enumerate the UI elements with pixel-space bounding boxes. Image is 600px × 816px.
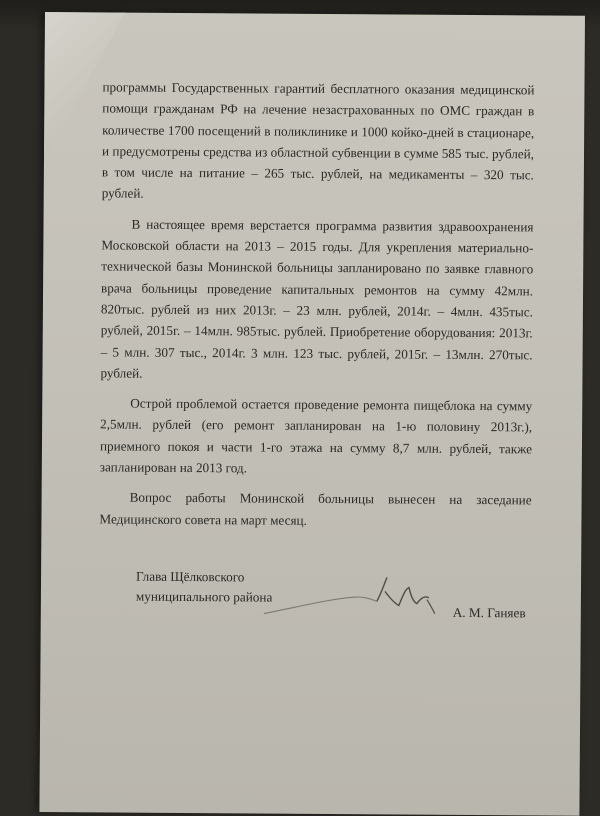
handwritten-signature	[259, 569, 459, 630]
signer-title-line-1: Глава Щёлковского	[136, 568, 245, 585]
paragraph-1: программы Государственных гарантий бесплатного оказания медицинской помощи гражданам РФ на лечение незастрахованных по ОМС граждан в количестве 1700 посещений в поликлинике и 1000 койко-дней в стационаре, и предусмотрены средства из областной субвенции в сумме 585 тыс. рублей, в том числе на питание – 265 тыс. рублей, на медикаменты – 320 тыс. рублей.	[101, 79, 535, 202]
signer-title	[136, 567, 273, 608]
document-page	[39, 12, 585, 816]
document-body	[99, 76, 534, 532]
paragraph-2: В настоящее время верстается программа развития здравоохранения Московской области на 2013 – 2015 годы. Для укрепления материально-технической базы Монинской больницы запланировано по заявке главного врача больницы проведение капитальных ремонтов на сумму 42млн. 820тыс. рублей из них 2013г. – 23 млн. рублей, 2014г. – 4млн. 435тыс. рублей, 2015г. – 14млн. 985тыс. рублей. Приобретение оборудования: 2013г. – 5 млн. 307 тыс., 2014г. 3 млн. 123 тыс. рублей, 2015г. – 13млн. 270тыс. рублей.	[100, 216, 534, 381]
signer-name: А. М. Ганяев	[452, 604, 526, 621]
paragraph-3: Острой проблемой остается проведение ремонта пищеблока на сумму 2,5млн. рублей (его ремонт запланирован на 1-ю половину 2013г.), приемного покоя и части 1-го этажа на сумму 8,7 млн. рублей, также запланирован на 2013 год.	[99, 395, 533, 476]
signer-title-line-2: муниципального района	[135, 588, 273, 605]
paragraph-4: Вопрос работы Монинской больницы вынесен на заседание Медицинского совета на март месяц.	[99, 489, 532, 528]
